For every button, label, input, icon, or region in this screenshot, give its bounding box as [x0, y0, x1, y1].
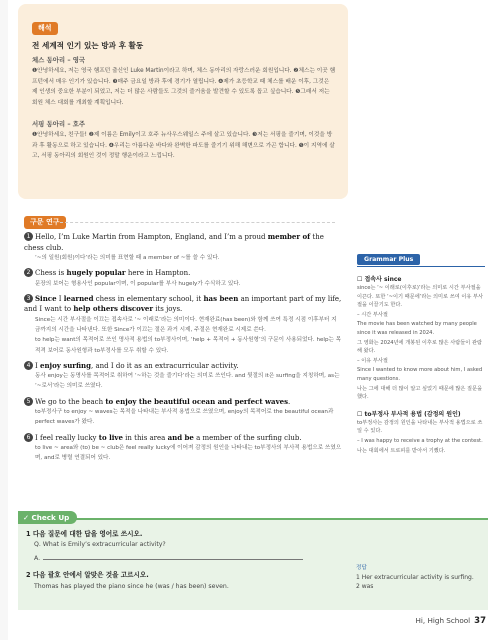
question-1: 1 다음 질문에 대한 답을 영어로 쓰시오.	[26, 530, 143, 538]
analysis-item	[24, 232, 342, 263]
analysis-item	[24, 433, 342, 464]
example-sentence: 3 Since I learned chess in elementary school, it has been an important part of my life, and I want to help others discover its joys.	[24, 293, 342, 314]
answer-input-line[interactable]	[43, 553, 303, 560]
answer-key	[356, 564, 486, 591]
page-number: 37	[474, 616, 486, 626]
analysis-tag: 구문 연구	[24, 216, 66, 229]
grammar-explanation: to부정사는 감정의 원인을 나타내는 부사적 용법으로 쓰일 수 있다.	[357, 419, 483, 435]
translation-subtitle-chess: 체스 동아리 – 영국	[32, 56, 86, 64]
explanation-note: 동사 enjoy는 동명사를 목적어로 취하여 ‘~하는 것을 즐기다’라는 의미로 쓰인다. and 뒷절의 it은 surfing을 지칭하며, as는 ‘~로서’라는 의미로 쓰였다.	[35, 373, 340, 390]
sentence-number: 2	[24, 268, 33, 277]
grammar-example-en: – I was happy to receive a trophy at the contest.	[357, 437, 483, 444]
check-up-box	[18, 513, 488, 610]
grammar-plus-title: Grammar Plus	[357, 254, 420, 265]
example-sentence: 2 Chess is hugely popular here in Hampton.	[24, 268, 342, 279]
explanation-note: Since는 시간 부사절을 이끄는 접속사로 ‘~ 이래로’라는 의미이다. 현재완료(has been)와 함께 쓰여 특정 시점 이후부터 지금까지의 시간을 나타낸다. 또한 Since가 이끄는 절은 과거 시제, 주절은 현재완료 시제로 쓴다.	[35, 316, 337, 334]
page-footer	[416, 616, 486, 626]
analysis-item	[24, 397, 342, 428]
grammar-label: – 이유 부사절	[357, 357, 388, 364]
example-sentence: 6 I feel really lucky to live in this area and be a member of the surfing club.	[24, 433, 342, 444]
sentence-number: 5	[24, 397, 33, 406]
translation-subtitle-surfing: 서핑 동아리 – 호주	[32, 120, 86, 128]
grammar-example-ko: 나는 그에 대해 더 많이 알고 싶었기 때문에 많은 질문을 했다.	[357, 385, 483, 401]
question-2-text: Thomas has played the piano since he (was / has been) seven.	[34, 583, 229, 590]
question-2: 2 다음 괄호 안에서 알맞은 것을 고르시오.	[26, 571, 149, 579]
sentence-number: 6	[24, 433, 33, 442]
grammar-heading-infinitive: ☐ to부정사 부사적 용법 (감정의 원인)	[357, 410, 461, 418]
analysis-item	[24, 294, 342, 356]
divider	[60, 222, 335, 223]
grammar-explanation: since는 ‘~ 이래로(이후로)’라는 의미로 시간 부사절을 이끈다. 또한 ‘~이기 때문에’라는 의미로 쓰여 이유 부사절을 이끌기도 한다.	[357, 285, 484, 309]
book-title: Hi, High School	[415, 616, 471, 625]
translation-paragraph-chess: ❶안녕하세요, 저는 영국 햄프턴 출신인 Luke Martin이라고 하며, 체스 동아리의 자랑스러운 회원입니다. ❷체스는 이곳 햄프턴에서 매우 인기가 있습니다. ❸매주 금요일 방과 후에 경기가 열립니다. ❹제가 초등학교 때 체스를 배운 이후, 그것은 제 인생의 중요한 부분이 되었고, 저는 더 많은 사람들도 그것의 즐거움을 발견할 수 있도록 돕고 싶습니다. ❺그래서 저는 회원 체스 대회를 개최할 계획입니다.	[32, 68, 336, 106]
explanation-note: to live ~ area와 (to) be ~ club은 feel really lucky에 이어져 감정의 원인을 나타내는 to부정사의 부사적 용법으로 쓰였으며, and로 병렬 연결되어 있다.	[35, 445, 342, 462]
grammar-example-ko: 나는 대회에서 트로피를 받아서 기뻤다.	[357, 447, 446, 454]
translation-title: 전 세계적 인기 있는 방과 후 활동	[32, 41, 144, 50]
answer-key-label: 정답	[356, 565, 367, 571]
analysis-item	[24, 361, 342, 392]
grammar-heading-since: ☐ 접속사 since	[357, 276, 402, 283]
answer-2: 2 was	[356, 583, 374, 590]
divider	[357, 266, 485, 267]
answer-label: A.	[34, 555, 41, 562]
explanation-note: 문장의 보어는 형용사인 popular이며, 이 popular를 부사 hugely가 수식하고 있다.	[35, 280, 241, 287]
explanation-note: to부정사구 to enjoy ~ waves는 목적을 나타내는 부사적 용법으로 쓰였으며, enjoy의 목적어로 the beautiful ocean과 perfect waves가 왔다.	[35, 409, 334, 426]
answer-1: 1 Her extracurricular activity is surfing.	[356, 574, 474, 581]
explanation-note: to help는 want의 목적어로 쓰인 명사적 용법의 to부정사이며, ‘help + 목적어 + 동사원형’의 구문이 사용되었다. help는 목적격 보어로 동사원형과 to부정사를 모두 취할 수 있다.	[35, 337, 342, 354]
grammar-plus-sidebar	[357, 246, 485, 455]
question-1-prompt: Q. What is Emily’s extracurricular activity?	[34, 541, 166, 548]
translation-box	[18, 4, 348, 199]
sentence-number: 1	[24, 232, 33, 241]
example-sentence: 4 I enjoy surfing, and I do it as an extracurricular activity.	[24, 361, 342, 372]
sentence-number: 4	[24, 361, 33, 370]
example-sentence: 1 Hello, I’m Luke Martin from Hampton, England, and I’m a proud member of the chess club.	[24, 232, 324, 252]
sentence-number: 3	[24, 294, 33, 303]
page-margin	[0, 0, 8, 640]
check-up-tag: ✓ Check Up	[18, 511, 77, 524]
analysis-item	[24, 268, 342, 289]
translation-paragraph-surfing: ❶안녕하세요, 친구들! ❷제 이름은 Emily이고 호주 뉴사우스웨일스 주에 살고 있습니다. ❸저는 서핑을 즐기며, 이것을 방과 후 활동으로 하고 있습니다. ❹우리는 아름다운 바다와 완벽한 파도를 즐기기 위해 해변으로 가곤 합니다. ❺이 지역에 살고, 서핑 동아리의 회원인 것이 정말 행운이라고 느낍니다.	[32, 132, 335, 159]
question-1-answer-row	[34, 553, 303, 562]
grammar-example-en: Since I wanted to know more about him, I asked many questions.	[357, 367, 483, 382]
grammar-label: – 시간 부사절	[357, 311, 388, 318]
translation-tag: 해석	[32, 22, 58, 35]
grammar-example-ko: 그 영화는 2024년에 개봉된 이후로 많은 사람들이 관람해 왔다.	[357, 339, 482, 355]
analysis-list	[24, 232, 342, 468]
example-sentence: 5 We go to the beach to enjoy the beautiful ocean and perfect waves.	[24, 397, 342, 408]
grammar-example-en: The movie has been watched by many people since it was released in 2024.	[357, 321, 477, 336]
explanation-note: ‘~의 일원(회원)이다’라는 의미를 표현할 때 a member of ~를 쓸 수 있다.	[35, 255, 220, 261]
